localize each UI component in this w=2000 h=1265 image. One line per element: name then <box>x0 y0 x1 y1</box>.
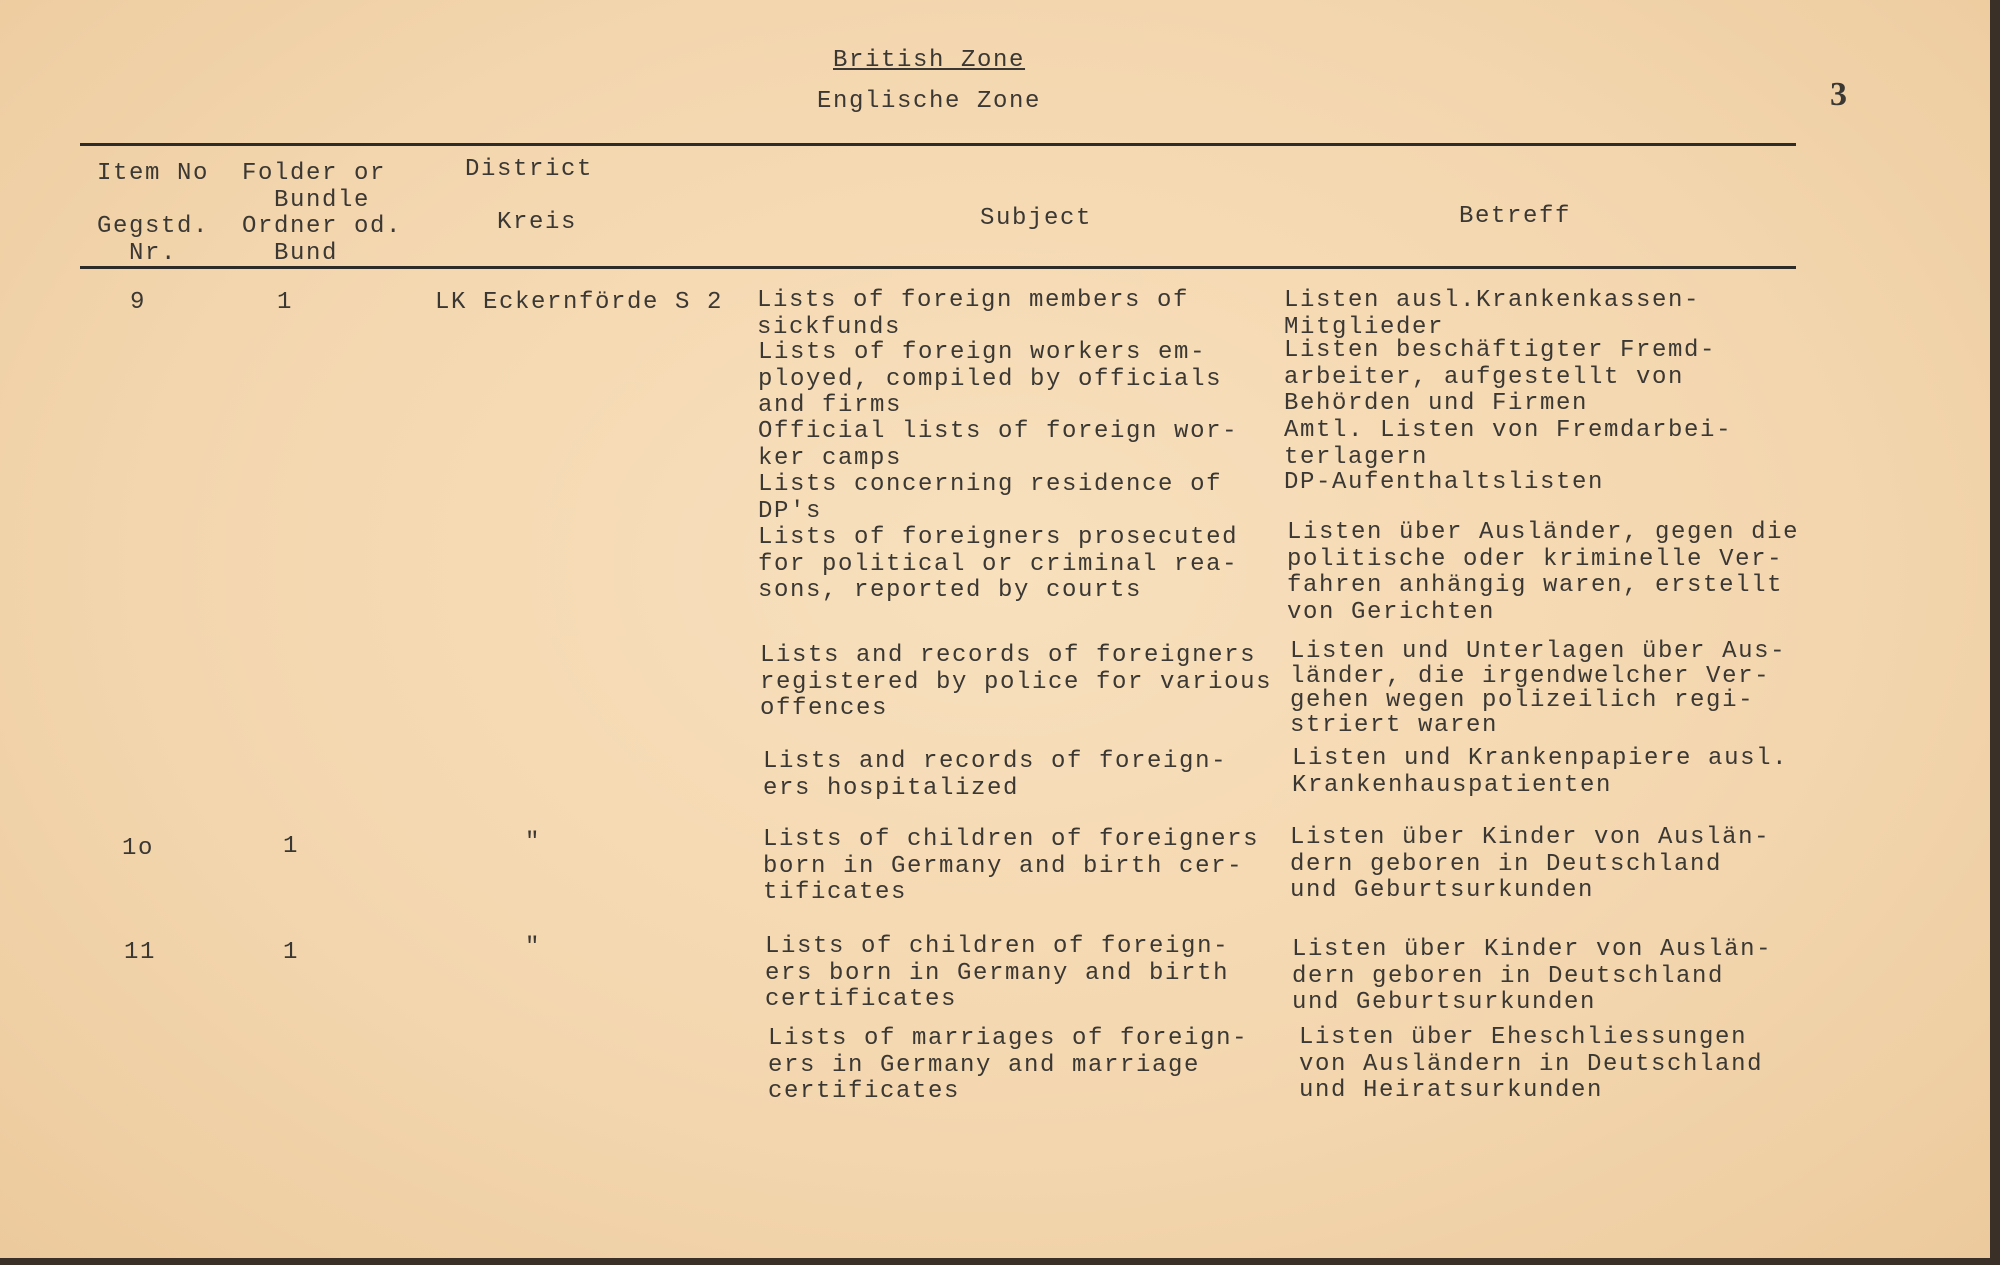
betreff-entry: Listen ausl.Krankenkassen- Mitglieder <box>1284 287 1701 341</box>
subject-entry: Lists of foreign workers em- ployed, compiled by officials and firms <box>758 339 1223 419</box>
folder-count: 1 <box>283 939 300 966</box>
subject-entry: Lists and records of foreigners registered by police for various offences <box>760 642 1273 722</box>
betreff-entry: Listen über Ausländer, gegen die politische oder kriminelle Ver- fahren anhängig waren, erstellt von Gerichten <box>1287 519 1800 626</box>
betreff-entry: Amtl. Listen von Fremdarbei- terlagern <box>1284 417 1733 471</box>
item-number: 9 <box>130 289 147 316</box>
betreff-entry: Listen und Krankenpapiere ausl. Krankenhauspatienten <box>1292 745 1789 799</box>
folder-count: 1 <box>283 833 300 860</box>
district-ditto: " <box>525 829 542 856</box>
column-header-item: Item No Gegstd. Nr. <box>97 160 210 267</box>
column-header-subject: Subject <box>980 205 1093 232</box>
page-number: 3 <box>1830 76 1847 113</box>
betreff-entry: DP-Aufenthaltslisten <box>1284 469 1605 496</box>
subject-entry: Lists concerning residence of DP's <box>758 471 1223 525</box>
subject-entry: Lists of children of foreigners born in Germany and birth cer- tificates <box>763 826 1260 906</box>
subject-entry: Lists of foreign members of sickfunds <box>757 287 1190 341</box>
header-top-rule <box>80 143 1796 146</box>
subject-entry: Lists and records of foreign- ers hospitalized <box>763 748 1228 802</box>
district: LK Eckernförde S 2 <box>435 289 724 316</box>
betreff-entry: Listen und Unterlagen über Aus- länder, die irgendwelcher Ver- gehen wegen polizeilich regi- striert waren <box>1290 638 1787 739</box>
district-ditto: " <box>525 934 542 961</box>
column-header-folder: Folder or Bundle Ordner od. Bund <box>242 160 403 267</box>
item-number: 1o <box>122 835 155 862</box>
folder-count: 1 <box>277 289 294 316</box>
betreff-entry: Listen über Kinder von Auslän- dern geboren in Deutschland und Geburtsurkunden <box>1290 824 1771 904</box>
subject-entry: Lists of foreigners prosecuted for political or criminal rea- sons, reported by courts <box>758 524 1239 604</box>
betreff-entry: Listen beschäftigter Fremd- arbeiter, aufgestellt von Behörden und Firmen <box>1284 337 1717 417</box>
column-header-district: District Kreis <box>465 156 594 236</box>
title-english: British Zone <box>833 47 1026 74</box>
betreff-entry: Listen über Eheschliessungen von Ausländern in Deutschland und Heiratsurkunden <box>1299 1024 1764 1104</box>
subject-entry: Lists of marriages of foreign- ers in Germany and marriage certificates <box>768 1025 1249 1105</box>
column-header-betreff: Betreff <box>1459 203 1572 230</box>
subject-entry: Official lists of foreign wor- ker camps <box>758 418 1239 472</box>
subject-entry: Lists of children of foreign- ers born in Germany and birth certificates <box>765 933 1230 1013</box>
title-german: Englische Zone <box>817 88 1042 115</box>
item-number: 11 <box>124 939 157 966</box>
betreff-entry: Listen über Kinder von Auslän- dern geboren in Deutschland und Geburtsurkunden <box>1292 936 1773 1016</box>
header-bottom-rule <box>80 266 1796 269</box>
